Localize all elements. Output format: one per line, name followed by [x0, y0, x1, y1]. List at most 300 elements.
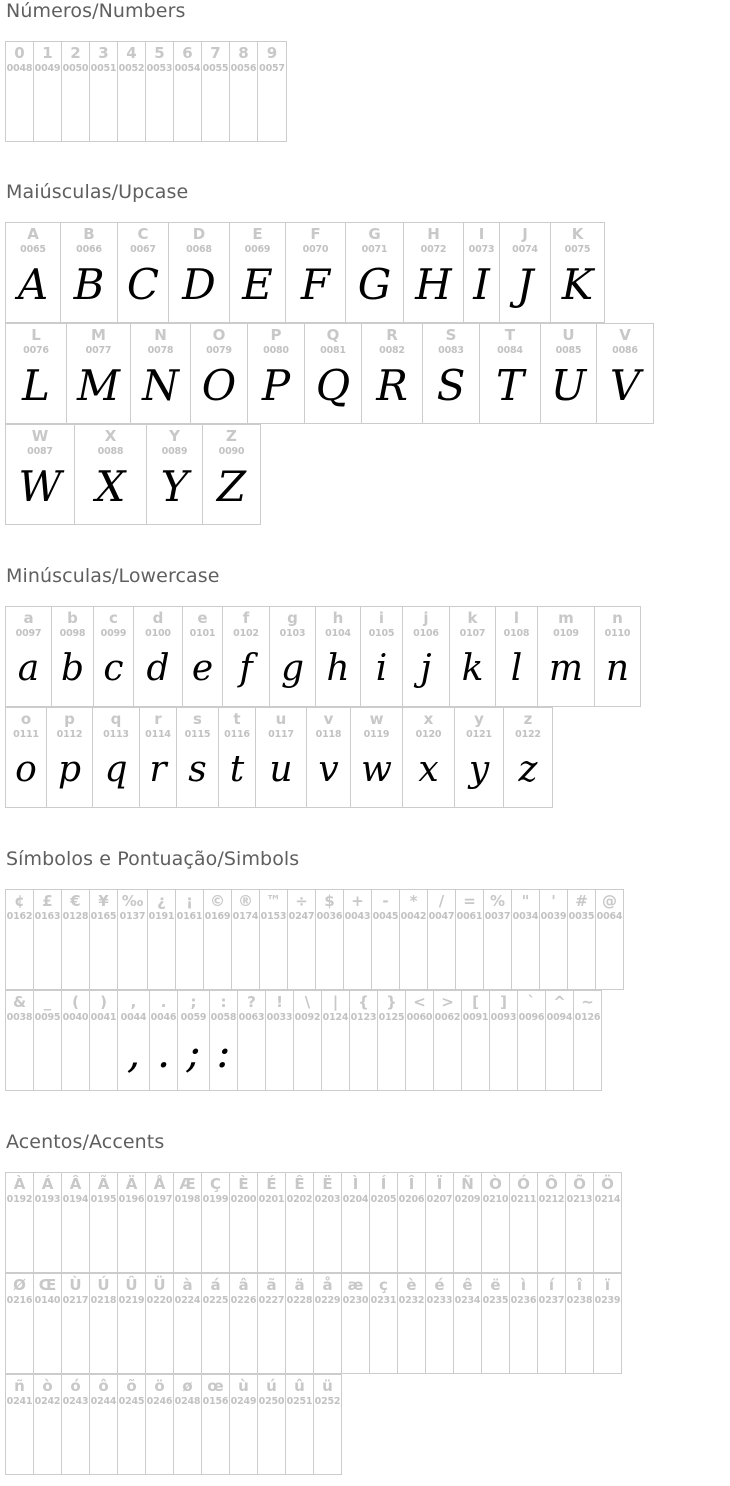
glyph-char-label: 3	[98, 44, 109, 62]
glyph-char-label: c	[109, 609, 118, 627]
glyph-code-label: 0229	[314, 1295, 341, 1306]
glyph-code-label: 0205	[370, 1194, 397, 1205]
glyph-code-label: 0252	[314, 1396, 341, 1407]
glyph-cell	[147, 889, 176, 990]
glyph-row	[5, 41, 725, 142]
glyph-code-label: 0039	[540, 911, 567, 922]
glyph-grid	[5, 1172, 725, 1475]
glyph-char-label: ó	[70, 1377, 81, 1395]
glyph-code-label: 0067	[130, 244, 156, 255]
glyph-code-label: 0114	[145, 729, 171, 740]
glyph-cell	[481, 1172, 510, 1273]
glyph-cell	[503, 707, 553, 808]
glyph-sample: n	[605, 647, 630, 689]
glyph-char-label: :	[220, 993, 227, 1011]
glyph-cell	[449, 606, 496, 707]
glyph-code-label: 0065	[20, 244, 46, 255]
glyph-cell	[173, 1172, 202, 1273]
glyph-code-label: 0209	[454, 1194, 481, 1205]
glyph-code-label: 0090	[218, 446, 245, 457]
glyph-cell	[182, 606, 223, 707]
glyph-char-label: ç	[379, 1276, 388, 1294]
glyph-char-label: i	[378, 609, 385, 627]
glyph-cell	[5, 990, 34, 1091]
glyph-char-label: B	[83, 225, 95, 243]
glyph-char-label: Ã	[97, 1175, 110, 1193]
glyph-char-label: Û	[125, 1276, 138, 1294]
glyph-sample: Z	[216, 461, 247, 511]
glyph-sample: M	[76, 360, 120, 410]
glyph-sample: :	[216, 1027, 231, 1077]
glyph-cell	[173, 1273, 202, 1374]
glyph-char-label: C	[137, 225, 149, 243]
glyph-code-label: 0101	[189, 628, 216, 639]
glyph-sample: u	[269, 748, 293, 790]
glyph-char-label: ê	[462, 1276, 473, 1294]
glyph-cell	[483, 889, 512, 990]
glyph-char-label: m	[558, 609, 574, 627]
glyph-code-label: 0055	[202, 63, 229, 74]
glyph-sample: T	[495, 360, 524, 410]
glyph-sample: J	[516, 259, 534, 309]
glyph-char-label: K	[571, 225, 584, 243]
glyph-code-label: 0165	[90, 911, 117, 922]
glyph-char-label: À	[13, 1175, 26, 1193]
glyph-cell	[117, 41, 146, 142]
glyph-char-label: Ö	[601, 1175, 614, 1193]
glyph-code-label: 0122	[515, 729, 541, 740]
glyph-cell	[313, 1273, 342, 1374]
glyph-cell	[257, 1374, 286, 1475]
glyph-char-label: Z	[226, 427, 237, 445]
glyph-code-label: 0233	[426, 1295, 453, 1306]
glyph-cell	[350, 707, 403, 808]
glyph-char-label: 8	[238, 44, 249, 62]
glyph-code-label: 0140	[34, 1295, 61, 1306]
glyph-code-label: 0198	[174, 1194, 201, 1205]
glyph-sample: .	[156, 1027, 171, 1077]
glyph-code-label: 0068	[186, 244, 212, 255]
glyph-sample: G	[357, 259, 392, 309]
glyph-cell	[89, 889, 118, 990]
glyph-char-label: å	[322, 1276, 333, 1294]
glyph-cell	[130, 323, 191, 424]
glyph-code-label: 0061	[456, 911, 483, 922]
glyph-cell	[285, 1374, 314, 1475]
glyph-char-label: b	[67, 609, 78, 627]
glyph-char-label: ä	[294, 1276, 305, 1294]
glyph-cell	[341, 1172, 370, 1273]
glyph-cell	[5, 222, 61, 323]
glyph-char-label: ö	[154, 1377, 165, 1395]
glyph-grid	[5, 889, 725, 1091]
glyph-char-label: #	[575, 892, 588, 910]
glyph-sample: c	[103, 647, 124, 689]
glyph-code-label: 0108	[503, 628, 530, 639]
glyph-code-label: 0192	[6, 1194, 33, 1205]
glyph-char-label: W	[31, 427, 49, 445]
glyph-sample: w	[361, 748, 392, 790]
glyph-cell	[61, 1172, 90, 1273]
glyph-code-label: 0210	[482, 1194, 509, 1205]
glyph-char-label: =	[463, 892, 476, 910]
glyph-cell	[573, 990, 602, 1091]
glyph-sample: q	[104, 748, 128, 790]
glyph-code-label: 0169	[204, 911, 231, 922]
glyph-code-label: 0213	[566, 1194, 593, 1205]
glyph-sample: g	[280, 647, 305, 689]
glyph-code-label: 0126	[574, 1012, 601, 1023]
glyph-char-label: ï	[604, 1276, 611, 1294]
glyph-code-label: 0098	[59, 628, 86, 639]
glyph-char-label: h	[332, 609, 344, 627]
glyph-cell	[46, 707, 93, 808]
glyph-cell	[229, 41, 258, 142]
glyph-code-label: 0162	[6, 911, 33, 922]
glyph-cell	[315, 889, 344, 990]
glyph-code-label: 0079	[206, 345, 232, 356]
glyph-char-label: Ê	[294, 1175, 305, 1193]
glyph-code-label: 0226	[230, 1295, 257, 1306]
glyph-sample: F	[300, 259, 331, 309]
glyph-cell	[422, 323, 480, 424]
glyph-cell	[33, 1374, 62, 1475]
glyph-code-label: 0046	[150, 1012, 177, 1023]
glyph-cell	[315, 606, 361, 707]
glyph-cell	[74, 424, 147, 525]
glyph-char-label: 4	[126, 44, 137, 62]
glyph-char-label: Ó	[517, 1175, 530, 1193]
glyph-char-label: õ	[126, 1377, 137, 1395]
glyph-char-label: ü	[322, 1377, 333, 1395]
glyph-code-label: 0207	[426, 1194, 453, 1205]
glyph-cell	[177, 990, 210, 1091]
glyph-cell	[285, 222, 346, 323]
glyph-code-label: 0087	[27, 446, 53, 457]
glyph-code-label: 0228	[286, 1295, 313, 1306]
glyph-code-label: 0220	[146, 1295, 173, 1306]
glyph-cell	[343, 889, 372, 990]
glyph-cell	[5, 323, 67, 424]
glyph-cell	[539, 889, 568, 990]
glyph-char-label: /	[438, 892, 445, 910]
glyph-sample: P	[261, 360, 291, 410]
glyph-sample: C	[126, 259, 160, 309]
glyph-cell	[453, 1172, 482, 1273]
glyph-sample: r	[149, 748, 167, 790]
glyph-code-label: 0202	[286, 1194, 313, 1205]
glyph-char-label: ¥	[98, 892, 109, 910]
glyph-code-label: 0218	[90, 1295, 117, 1306]
glyph-cell	[89, 1273, 118, 1374]
glyph-char-label: P	[270, 326, 282, 344]
glyph-char-label: ^	[553, 993, 566, 1011]
glyph-row	[5, 707, 725, 808]
section-title: Maiúsculas/Upcase	[6, 181, 189, 203]
glyph-code-label: 0052	[118, 63, 145, 74]
glyph-cell	[537, 1273, 566, 1374]
glyph-cell	[145, 41, 174, 142]
glyph-char-label: J	[522, 225, 528, 243]
glyph-sample: V	[609, 360, 641, 410]
glyph-code-label: 0234	[454, 1295, 481, 1306]
glyph-code-label: 0219	[118, 1295, 145, 1306]
glyph-char-label: f	[242, 609, 250, 627]
glyph-row	[5, 990, 725, 1091]
glyph-code-label: 0049	[34, 63, 61, 74]
section-title: Números/Numbers	[6, 0, 186, 22]
glyph-row	[5, 424, 725, 525]
glyph-char-label: ù	[238, 1377, 249, 1395]
glyph-char-label: A	[27, 225, 39, 243]
glyph-code-label: 0033	[266, 1012, 293, 1023]
glyph-cell	[5, 606, 52, 707]
glyph-cell	[402, 606, 450, 707]
glyph-cell	[550, 222, 605, 323]
glyph-char-label: é	[434, 1276, 445, 1294]
glyph-char-label: }	[386, 993, 397, 1011]
glyph-cell	[403, 222, 464, 323]
glyph-char-label: Ñ	[461, 1175, 474, 1193]
glyph-char-label: £	[42, 892, 53, 910]
glyph-char-label: á	[210, 1276, 221, 1294]
glyph-char-label: ]	[500, 993, 507, 1011]
glyph-char-label: G	[368, 225, 381, 243]
glyph-char-label: >	[441, 993, 454, 1011]
glyph-char-label: t	[233, 710, 241, 728]
glyph-char-label: a	[23, 609, 34, 627]
glyph-cell	[89, 1172, 118, 1273]
glyph-code-label: 0204	[342, 1194, 369, 1205]
glyph-char-label: Ô	[545, 1175, 558, 1193]
glyph-code-label: 0104	[325, 628, 351, 639]
glyph-cell	[499, 222, 551, 323]
glyph-cell	[33, 990, 62, 1091]
glyph-char-label: ã	[266, 1276, 277, 1294]
glyph-char-label: <	[413, 993, 426, 1011]
glyph-cell	[285, 1273, 314, 1374]
glyph-char-label: Ü	[153, 1276, 166, 1294]
glyph-code-label: 0063	[238, 1012, 265, 1023]
glyph-code-label: 0082	[379, 345, 405, 356]
glyph-code-label: 0081	[320, 345, 346, 356]
glyph-char-label: Ø	[13, 1276, 26, 1294]
glyph-code-label: 0078	[147, 345, 174, 356]
glyph-code-label: 0241	[6, 1396, 33, 1407]
glyph-sample: f	[239, 647, 253, 689]
glyph-code-label: 0044	[120, 1012, 147, 1023]
glyph-code-label: 0249	[230, 1396, 257, 1407]
glyph-code-label: 0111	[13, 729, 39, 740]
glyph-cell	[596, 323, 654, 424]
glyph-code-label: 0083	[438, 345, 464, 356]
glyph-cell	[479, 323, 541, 424]
glyph-char-label: *	[409, 892, 418, 910]
glyph-char-label: {	[358, 993, 369, 1011]
glyph-sample: L	[22, 360, 50, 410]
glyph-code-label: 0211	[510, 1194, 537, 1205]
glyph-cell	[255, 707, 307, 808]
glyph-char-label: ?	[247, 993, 256, 1011]
glyph-cell	[175, 889, 204, 990]
glyph-char-label: ;	[190, 993, 197, 1011]
glyph-sample: D	[182, 259, 216, 309]
glyph-code-label: 0075	[564, 244, 591, 255]
glyph-code-label: 0195	[90, 1194, 117, 1205]
glyph-char-label: ™	[266, 892, 281, 910]
glyph-char-label: ¡	[186, 892, 193, 910]
glyph-cell	[117, 1273, 146, 1374]
glyph-cell	[454, 707, 504, 808]
glyph-cell	[593, 1172, 622, 1273]
section-title: Minúsculas/Lowercase	[6, 565, 220, 587]
glyph-code-label: 0091	[462, 1012, 489, 1023]
glyph-char-label: N	[154, 326, 167, 344]
glyph-code-label: 0064	[596, 911, 623, 922]
glyph-row	[5, 1172, 725, 1273]
glyph-code-label: 0103	[279, 628, 306, 639]
glyph-code-label: 0038	[6, 1012, 33, 1023]
glyph-cell	[33, 41, 62, 142]
glyph-sample: v	[318, 748, 339, 790]
section-title: Símbolos e Pontuação/Simbols	[6, 848, 300, 870]
glyph-char-label: j	[423, 609, 429, 627]
glyph-cell	[463, 222, 500, 323]
glyph-cell	[92, 707, 140, 808]
glyph-cell	[453, 1273, 482, 1374]
glyph-char-label: T	[504, 326, 516, 344]
glyph-code-label: 0100	[145, 628, 171, 639]
glyph-cell	[495, 606, 538, 707]
glyph-sample: i	[375, 647, 388, 689]
glyph-char-label: U	[562, 326, 575, 344]
glyph-char-label: Q	[326, 326, 340, 344]
glyph-char-label: u	[275, 710, 287, 728]
glyph-char-label: %	[489, 892, 506, 910]
glyph-char-label: ,	[130, 993, 137, 1011]
glyph-cell	[595, 889, 624, 990]
glyph-cell	[209, 990, 238, 1091]
glyph-cell	[33, 1273, 62, 1374]
glyph-cell	[293, 990, 322, 1091]
glyph-code-label: 0247	[288, 911, 315, 922]
glyph-row	[5, 222, 725, 323]
glyph-char-label: ‰	[121, 892, 144, 910]
glyph-sample: O	[201, 360, 237, 410]
glyph-code-label: 0206	[398, 1194, 425, 1205]
glyph-char-label: ò	[42, 1377, 53, 1395]
glyph-code-label: 0040	[62, 1012, 89, 1023]
glyph-char-label: d	[152, 609, 164, 627]
glyph-sample: ,	[126, 1027, 141, 1077]
glyph-code-label: 0250	[258, 1396, 285, 1407]
glyph-cell	[594, 606, 641, 707]
glyph-code-label: 0107	[459, 628, 486, 639]
glyph-char-label: V	[619, 326, 631, 344]
glyph-cell	[201, 41, 230, 142]
glyph-sample: W	[18, 461, 62, 511]
glyph-cell	[489, 990, 518, 1091]
glyph-sample: N	[142, 360, 179, 410]
glyph-cell	[287, 889, 316, 990]
glyph-cell	[509, 1172, 538, 1273]
glyph-code-label: 0066	[76, 244, 102, 255]
glyph-char-label: (	[72, 993, 79, 1011]
glyph-code-label: 0125	[378, 1012, 405, 1023]
glyph-cell	[89, 41, 118, 142]
glyph-code-label: 0251	[286, 1396, 313, 1407]
glyph-code-label: 0109	[553, 628, 579, 639]
glyph-char-label: `	[527, 993, 536, 1011]
glyph-char-label: ÷	[295, 892, 308, 910]
glyph-cell	[5, 41, 34, 142]
glyph-code-label: 0112	[56, 729, 83, 740]
glyph-cell	[509, 1273, 538, 1374]
glyph-code-label: 0035	[568, 911, 595, 922]
glyph-char-label: [	[472, 993, 479, 1011]
glyph-code-label: 0230	[342, 1295, 369, 1306]
glyph-char-label: !	[276, 993, 283, 1011]
glyph-code-label: 0174	[232, 911, 259, 922]
glyph-code-label: 0200	[230, 1194, 257, 1205]
glyph-char-label: ¢	[14, 892, 25, 910]
glyph-grid	[5, 606, 725, 808]
glyph-cell	[190, 323, 248, 424]
glyph-row	[5, 606, 725, 707]
glyph-char-label: X	[104, 427, 117, 445]
glyph-code-label: 0070	[302, 244, 329, 255]
glyph-code-label: 0238	[566, 1295, 593, 1306]
glyph-sample: o	[15, 748, 37, 790]
glyph-cell	[349, 990, 378, 1091]
glyph-char-label: k	[467, 609, 478, 627]
glyph-cell	[5, 1273, 34, 1374]
glyph-sample: b	[60, 647, 85, 689]
glyph-char-label: 9	[266, 44, 278, 62]
glyph-code-label: 0084	[497, 345, 523, 356]
glyph-code-label: 0086	[612, 345, 638, 356]
glyph-sample: p	[57, 748, 82, 790]
glyph-cell	[369, 1172, 398, 1273]
glyph-char-label: û	[294, 1377, 305, 1395]
glyph-cell	[545, 990, 574, 1091]
glyph-cell	[481, 1273, 510, 1374]
glyph-row	[5, 1273, 725, 1374]
glyph-sample: E	[242, 259, 273, 309]
glyph-char-label: à	[182, 1276, 193, 1294]
glyph-code-label: 0115	[184, 729, 211, 740]
glyph-code-label: 0118	[315, 729, 342, 740]
glyph-code-label: 0214	[594, 1194, 621, 1205]
glyph-cell	[341, 1273, 370, 1374]
glyph-code-label: 0244	[90, 1396, 117, 1407]
glyph-cell	[117, 222, 169, 323]
glyph-cell	[257, 41, 287, 142]
glyph-code-label: 0036	[316, 911, 343, 922]
glyph-char-label: @	[602, 892, 617, 910]
glyph-sample: I	[473, 259, 490, 309]
glyph-cell	[593, 1273, 622, 1374]
glyph-code-label: 0076	[23, 345, 49, 356]
glyph-sample: k	[461, 647, 484, 689]
glyph-char-label: Î	[408, 1175, 415, 1193]
glyph-cell	[61, 1374, 90, 1475]
glyph-grid	[5, 222, 725, 525]
glyph-char-label: \	[304, 993, 311, 1011]
glyph-cell	[229, 1172, 258, 1273]
glyph-code-label: 0224	[174, 1295, 201, 1306]
glyph-cell	[511, 889, 540, 990]
